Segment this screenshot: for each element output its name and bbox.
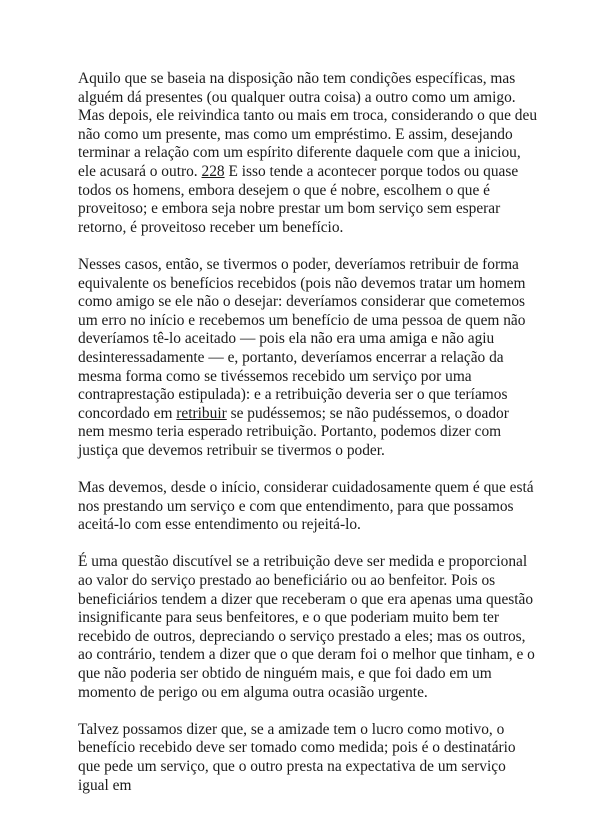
paragraph-1-text-b: E isso tende a acontecer porque todos ou quase todos os homens, embora desejem o que é nobre, escolhem o que é proveitoso; e embora seja nobre prestar um bom serviço sem esperar retorno, é proveitoso receber um benefício.	[78, 162, 519, 236]
paragraph-2	[78, 256, 538, 461]
paragraph-3-text: Mas devemos, desde o início, considerar cuidadosamente quem é que está nos prestando um serviço e com que entendimento, para que possamos aceitá-lo com esse entendimento ou rejeitá-lo.	[78, 479, 534, 534]
paragraph-4-text: É uma questão discutível se a retribuição deve ser medida e proporcional ao valor do serviço prestado ao beneficiário ou ao benfeitor. Pois os beneficiários tendem a dizer que receberam o que era apenas uma questão insignificante para seus benfeitores, e o que poderiam muito bem ter recebido de outros, depreciando o serviço prestado a eles; mas os outros, ao contrário, tendem a dizer que o que deram foi o melhor que tinham, e o que não poderia ser obtido de ninguém mais, e que foi dado em um momento de perigo ou em alguma outra ocasião urgente.	[78, 553, 535, 701]
footnote-link-228[interactable]: 228	[201, 162, 225, 180]
paragraph-5	[78, 721, 538, 795]
paragraph-1	[78, 70, 538, 237]
paragraph-1-text-a: Aquilo que se baseia na disposição não tem condições específicas, mas alguém dá presentes (ou qualquer outra coisa) a outro como um amigo. Mas depois, ele reivindica tanto ou mais em troca, considerando o que deu não como um presente, mas como um empréstimo. E assim, desejando terminar a relação com um espírito diferente daquele com que a iniciou, ele acusará o outro.	[78, 70, 538, 180]
paragraph-4	[78, 553, 538, 702]
paragraph-5-text: Talvez possamos dizer que, se a amizade tem o lucro como motivo, o benefício recebido deve ser tomado como medida; pois é o destinatário que pede um serviço, que o outro presta na expectativa de um serviço igual em	[78, 720, 516, 794]
paragraph-3	[78, 479, 538, 535]
document-body	[78, 70, 538, 814]
retribuir-link[interactable]: retribuir	[176, 404, 227, 422]
paragraph-2-text-b: se pudéssemos; se não pudéssemos, o doador nem mesmo teria esperado retribuição. Portanto, podemos dizer com justiça que devemos retribuir se tivermos o poder.	[78, 404, 509, 459]
paragraph-2-text-a: Nesses casos, então, se tivermos o poder, deveríamos retribuir de forma equivalente os benefícios recebidos (pois não devemos tratar um homem como amigo se ele não o desejar: deveríamos considerar que cometemos um erro no início e recebemos um benefício de uma pessoa de quem não deveríamos tê-lo aceitado — pois ela não era uma amiga e não agiu desinteressadamente — e, portanto, deveríamos encerrar a relação da mesma forma como se tivéssemos recebido um serviço por uma contraprestação estipulada): e a retribuição deveria ser o que teríamos concordado em	[78, 255, 526, 422]
